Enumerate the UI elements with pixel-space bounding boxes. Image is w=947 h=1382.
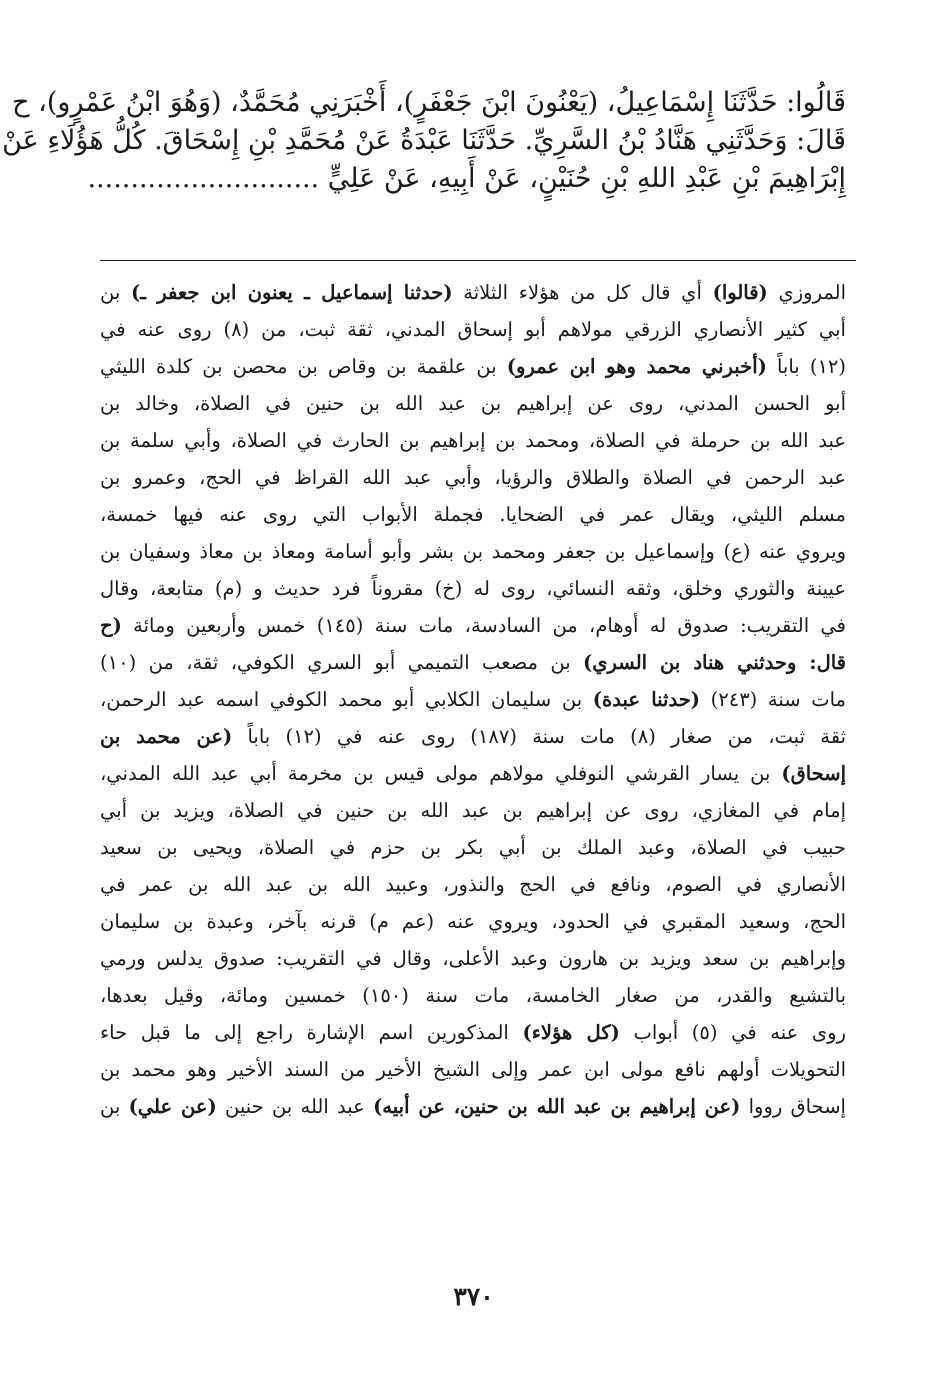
- commentary-block: [100, 274, 846, 1125]
- commentary-line: [100, 940, 846, 977]
- commentary-text: عيينة والثوري وخلق، وثقه النسائي، روى له (خ) مقروناً فرد حديث و (م) متابعة، وقال: [100, 577, 846, 600]
- commentary-line: [100, 348, 846, 385]
- commentary-text: وإبراهيم بن سعد ويزيد بن هارون وعبد الأعلى، وقال في التقريب: صدوق يدلس ورمي: [100, 947, 846, 970]
- commentary-line: [100, 681, 846, 718]
- commentary-text: إسحاق رووا: [740, 1095, 846, 1118]
- commentary-line: [100, 977, 846, 1014]
- commentary-line: [100, 792, 846, 829]
- commentary-text: إمام في المغازي، روى عن إبراهيم بن عبد الله بن حنين في الصلاة، ويزيد بن أبي: [100, 799, 846, 822]
- commentary-line: [100, 644, 846, 681]
- commentary-text: أبي كثير الأنصاري الزرقي مولاهم أبو إسحاق المدني، ثقة ثبت، من (٨) روى عنه في: [100, 318, 846, 341]
- hadith-line: إِبْرَاهِيمَ بْنِ عَبْدِ اللهِ بْنِ حُنَيْنٍ، عَنْ أَبِيهِ، عَنْ عَلِيٍّ ...........................: [87, 163, 846, 194]
- quoted-text: إسحاق): [781, 762, 846, 785]
- quoted-text: (حدثنا إسماعيل ـ يعنون ابن جعفر ـ): [131, 281, 453, 304]
- commentary-text: بن علقمة بن وقاص بن محصن بن كلدة الليثي: [100, 355, 507, 378]
- hadith-line: قَالَ: وَحَدَّثَنِي هَنَّادُ بْنُ السَّرِيِّ. حَدَّثَنَا عَبْدَةُ عَنْ مُحَمَّدِ بْنِ إِسْحَاقَ. كُلُّ هَؤُلَاءِ عَنْ: [2, 125, 846, 156]
- commentary-text: حبيب في الصلاة، وعبد الملك بن أبي بكر بن حزم في الصلاة، ويحيى بن سعيد: [100, 836, 846, 859]
- commentary-text: بن مصعب التميمي أبو السري الكوفي، ثقة، من (١٠): [100, 651, 584, 674]
- commentary-line: [100, 829, 846, 866]
- commentary-line: [100, 570, 846, 607]
- commentary-text: عبد الله بن حرملة في الصلاة، ومحمد بن إبراهيم بن الحارث في الصلاة، وأبي سلمة بن: [100, 429, 846, 452]
- commentary-text: بن: [100, 1095, 129, 1118]
- quoted-text: (قالوا): [712, 281, 768, 304]
- quoted-text: (حدثنا عبدة): [592, 688, 700, 711]
- commentary-line: [100, 1051, 846, 1088]
- commentary-line: [100, 533, 846, 570]
- commentary-text: بن: [100, 281, 132, 304]
- commentary-line: [100, 496, 846, 533]
- commentary-text: أي قال كل من هؤلاء الثلاثة: [452, 281, 713, 304]
- commentary-text: المروزي: [767, 281, 846, 304]
- commentary-line: [100, 311, 846, 348]
- commentary-line: [100, 459, 846, 496]
- quoted-text: (عن علي): [128, 1095, 217, 1118]
- quoted-text: (أخبرني محمد وهو ابن عمرو): [506, 355, 767, 378]
- commentary-text: مات سنة (٢٤٣): [699, 688, 846, 711]
- commentary-line: [100, 1088, 846, 1125]
- commentary-text: عبد الله بن حنين: [216, 1095, 374, 1118]
- quoted-text: (كل هؤلاء): [522, 1021, 620, 1044]
- quoted-text: (عن محمد بن: [100, 725, 233, 748]
- quoted-text: (ح: [100, 614, 122, 637]
- commentary-line: [100, 866, 846, 903]
- commentary-text: المذكورين اسم الإشارة راجع إلى ما قبل حاء: [100, 1021, 523, 1044]
- commentary-line: [100, 755, 846, 792]
- commentary-line: [100, 718, 846, 755]
- commentary-line: [100, 903, 846, 940]
- page-number: ٣٧٠: [453, 1282, 494, 1311]
- commentary-line: [100, 1014, 846, 1051]
- commentary-text: التحويلات أولهم نافع مولى ابن عمر وإلى الشيخ الأخير من السند الأخير وهو محمد بن: [100, 1058, 846, 1081]
- commentary-text: الأنصاري في الصوم، ونافع في الحج والنذور، وعبيد الله بن عبد الله بن عمر في: [100, 873, 846, 896]
- commentary-line: [100, 274, 846, 311]
- hadith-line: قَالُوا: حَدَّثَنَا إِسْمَاعِيلُ، (يَعْنُونَ ابْنَ جَعْفَرٍ)، أَخْبَرَنِي مُحَمَّدٌ، (وَهُوَ ابْنُ عَمْرٍو)، ح: [12, 87, 846, 118]
- commentary-text: الحج، وسعيد المقبري في الحدود، ويروي عنه (عم م) قرنه بآخر، وعبدة بن سليمان: [100, 910, 846, 933]
- commentary-text: ثقة ثبت، من صغار (٨) مات سنة (١٨٧) روى عنه في (١٢) باباً: [232, 725, 846, 748]
- commentary-text: بن يسار القرشي النوفلي مولاهم مولى قيس بن مخرمة أبي عبد الله المدني،: [100, 762, 782, 785]
- commentary-text: مسلم الليثي، ويقال عمر في الضحايا. فجملة الأبواب التي روى عنه فيها خمسة،: [100, 503, 846, 526]
- quoted-text: (عن إبراهيم بن عبد الله بن حنين، عن أبيه): [373, 1095, 741, 1118]
- commentary-text: أبو الحسن المدني، روى عن إبراهيم بن عبد الله بن حنين في الصلاة، وخالد بن: [100, 392, 846, 415]
- commentary-text: بن سليمان الكلابي أبو محمد الكوفي اسمه عبد الرحمن،: [100, 688, 593, 711]
- quoted-text: قال: وحدثني هناد بن السري): [583, 651, 847, 674]
- hadith-text-block: [2, 84, 846, 198]
- commentary-text: ويروي عنه (ع) وإسماعيل بن جعفر ومحمد بن بشر وأبو أسامة ومعاذ بن معاذ وسفيان بن: [100, 540, 846, 563]
- commentary-line: [100, 607, 846, 644]
- commentary-line: [100, 422, 846, 459]
- commentary-text: (١٢) باباً: [766, 355, 846, 378]
- commentary-text: عبد الرحمن في الصلاة والطلاق والرؤيا، وأبي عبد الله القراظ في الحج، وعمرو بن: [100, 466, 846, 489]
- footnote-separator: [100, 260, 856, 261]
- commentary-line: [100, 385, 846, 422]
- commentary-text: بالتشيع والقدر، من صغار الخامسة، مات سنة (١٥٠) خمسين ومائة، وقيل بعدها،: [100, 984, 847, 1007]
- commentary-text: في التقريب: صدوق له أوهام، من السادسة، مات سنة (١٤٥) خمس وأربعين ومائة: [121, 614, 846, 637]
- commentary-text: روى عنه في (٥) أبواب: [619, 1021, 846, 1044]
